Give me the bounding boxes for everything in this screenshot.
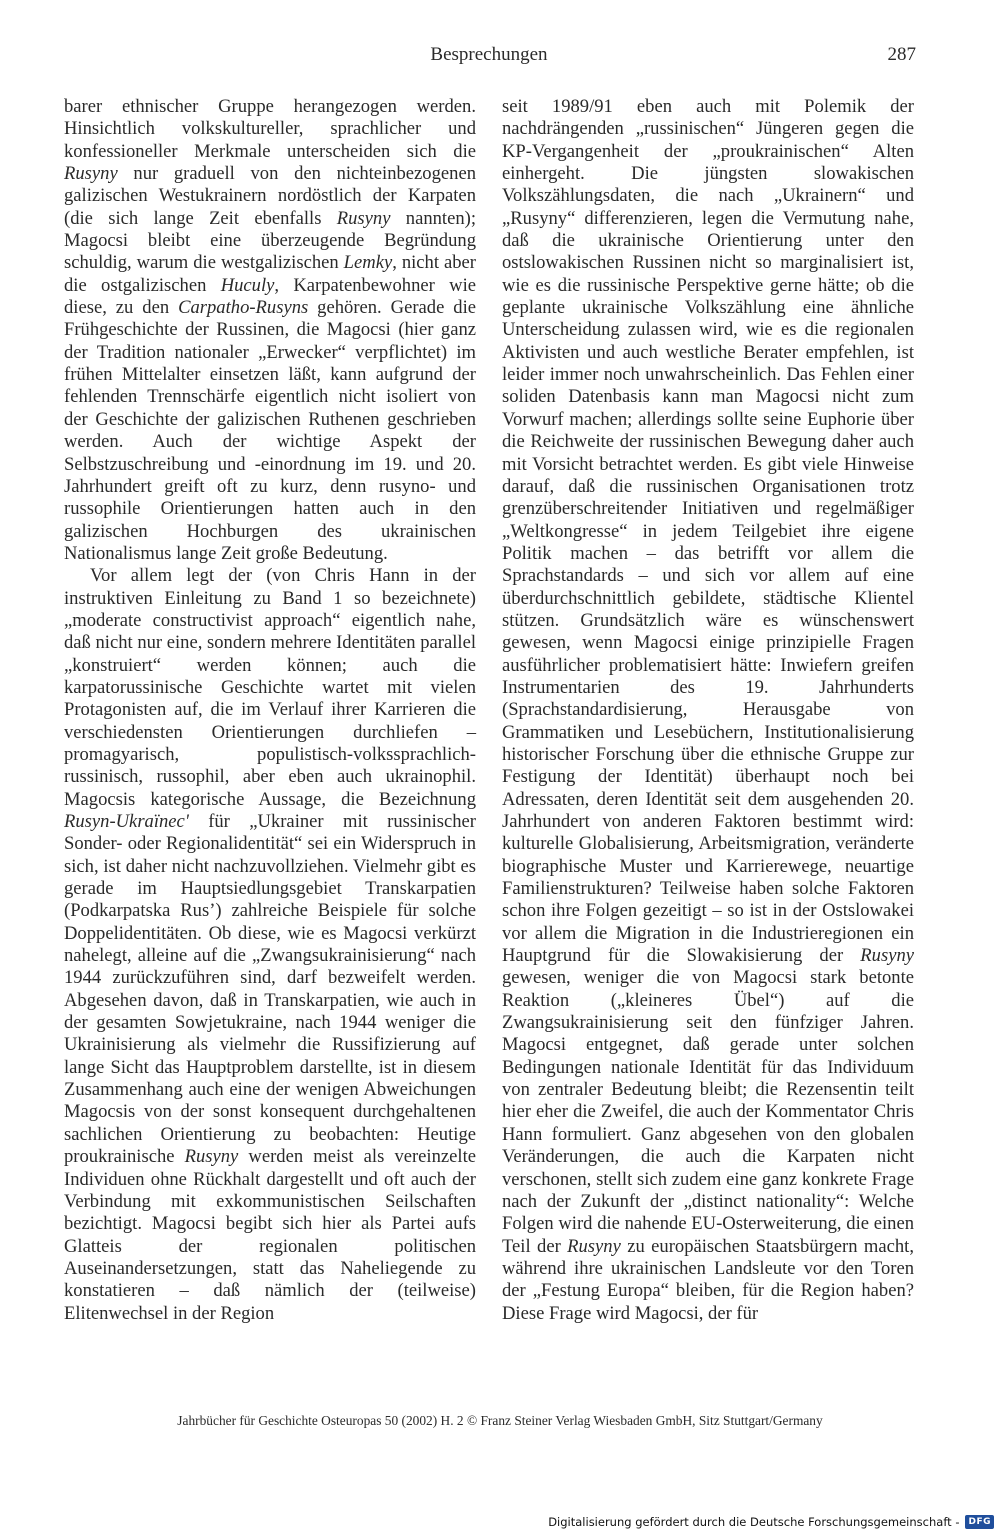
digitization-notice-text: Digitalisierung gefördert durch die Deutsche Forschungsgemeinschaft - xyxy=(548,1515,960,1529)
italic-term: Lemky xyxy=(343,252,393,274)
left-column xyxy=(64,96,476,1325)
italic-term: Rusyny xyxy=(64,163,118,185)
text-run: werden meist als vereinzelte Individuen ohne Rückhalt dargestellt und oft auch der Verbindung mit exkommunistischen Seilschaften bezichtigt. Magocsi begibt sich hier als Partei aufs Glatteis der regionalen politischen Auseinandersetzungen, statt das Naheliegende zu konstatieren – daß nämlich der (teilweise) Elitenwechsel in der Region xyxy=(64,1146,476,1324)
italic-term: Rusyny xyxy=(860,945,914,967)
text-run: , Karpatenbewohner wie diese, zu den xyxy=(64,274,476,319)
italic-term: Rusyny xyxy=(567,1235,621,1257)
text-run: nur graduell von den nichteinbezogenen galizischen Westukrainern nordöstlich der Karpaten (die sich lange Zeit ebenfalls xyxy=(64,163,476,229)
text-run: gehören. Gerade die Frühgeschichte der Russinen, die Magocsi (hier ganz der Tradition nationaler „Erwecker“ verpflichtet) im frühen Mittelalter einsetzen läßt, kann aufgrund der fehlenden Trennschärfe eigentlich nicht isoliert von der Geschichte der galizischen Ruthenen geschrieben werden. Auch der wichtige Aspekt der Selbstzuschreibung und -einordnung im 19. und 20. Jahrhundert greift oft zu kurz, denn rusyno- und russophile Orientierungen hatten auch in den galizischen Hochburgen des ukrainischen Nationalismus lange Zeit große Bedeutung. xyxy=(64,297,476,564)
page-number: 287 xyxy=(887,44,916,65)
text-run: für „Ukrainer mit russinischer Sonder- oder Regionalidentität“ sei ein Widerspruch in sich, ist daher nicht nachzuvollziehen. Vielmehr gibt es gerade im Hauptsiedlungsgebiet Transkarpatien (Podkarpatska Rus’) zahlreiche Beispiele für solche Doppelidentitäten. Ob diese, wie es Magocsi verkürzt nahelegt, alleine auf die „Zwangsukrainisierung“ nach 1944 zurückzuführen sind, darf bezweifelt werden. Abgesehen davon, daß in Transkarpatien, wie auch in der gesamten Sowjetukraine, nach 1944 weniger die Ukrainisierung als vielmehr die Russifizierung auf lange Sicht das Hauptproblem darstellte, ist in diesem Zusammenhang auch eine der wenigen Abweichungen Magocsis von der sonst konsequent durchgehaltenen sachlichen Orientierung zu beobachten: Heutige proukrainische xyxy=(64,811,476,1168)
right-column xyxy=(502,96,914,1325)
text-run: barer ethnischer Gruppe herangezogen werden. Hinsichtlich volkskultureller, sprachlicher und konfessioneller Merkmale unterscheiden sich die xyxy=(64,96,476,162)
italic-term: Rusyny xyxy=(336,207,391,229)
text-run: Vor allem legt der (von Chris Hann in der instruktiven Einleitung zu Band 1 so bezeichnete) „moderate constructivist approach“ eigentlich nahe, daß nicht nur eine, sondern mehrere Identitäten parallel „konstruiert“ werden können; auch die karpatorussinische Geschichte wartet mit vielen Protagonisten auf, die im Verlauf ihrer Karrieren die verschiedensten Orientierungen durchliefen – promagyarisch, populistisch-volkssprachlich-russinisch, russophil, aber eben auch ukrainophil. Magocsis kategorische Aussage, die Bezeichnung xyxy=(64,565,476,810)
dfg-logo-icon: DFG xyxy=(965,1515,994,1529)
italic-term: Huculy xyxy=(220,274,275,296)
journal-citation: Jahrbücher für Geschichte Osteuropas 50 (2002) H. 2 © Franz Steiner Verlag Wiesbaden GmbH, Sitz Stuttgart/Germany xyxy=(177,1413,823,1428)
italic-term: Rusyn-Ukraïnec' xyxy=(64,811,189,832)
text-run: seit 1989/91 eben auch mit Polemik der nachdrängenden „russinischen“ Jüngeren gegen die KP-Vergangenheit der „proukrainischen“ Alten einhergeht. Die jüngsten slowakischen Volkszählungsdaten, die nach „Ukrainern“ und „Rusyny“ differenzieren, legen die Vermutung nahe, daß die ukrainische Orientierung unter den ostslowakischen Russinen nicht so marginalisiert ist, wie es die russinische Perspektive gerne hätte; ob die geplante ukrainische Volkszählung eine ähnliche Unterscheidung zulassen wird, wie es die regionalen Aktivisten und auch westliche Berater empfehlen, ist leider immer noch unwahrscheinlich. Das Fehlen einer soliden Datenbasis kann man Magocsi nicht zum Vorwurf machen; allerdings sollte seine Euphorie über die Reichweite der russinischen Bewegung daher auch mit Vorsicht betrachtet werden. Es gibt viele Hinweise darauf, daß die russinischen Organisationen trotz grenzüberschreitender Initiativen und regelmäßiger „Weltkongresse“ in jedem Teilgebiet ihre eigene Politik machen – das betrifft vor allem die Sprachstandards – und sich vor allem auf eine überdurchschnittlich gebildete, städtische Klientel stützen. Grundsätzlich wäre es wünschenswert gewesen, wenn Magocsi einige prinzipielle Fragen ausführlicher problematisiert hätte: Inwiefern greifen Instrumentarien des 19. Jahrhunderts (Sprachstandardisierung, Herausgabe von Grammatiken und Lesebüchern, Institutionalisierung historischer Forschung über die ethnische Gruppe zur Festigung der Identität) überhaupt noch bei Adressaten, deren Identität seit dem ausgehenden 20. Jahrhundert von anderen Faktoren bestimmt wird: kulturelle Globalisierung, Arbeitsmigration, veränderte biographische Muster und Karrierewege, neuartige Familienstrukturen? Teilweise haben solche Faktoren schon ihre Folgen gezeitigt – so ist in der Ostslowakei vor allem die Migration in die Industrieregionen ein Hauptgrund für die Slowakisierung der xyxy=(502,96,914,967)
running-head: Besprechungen xyxy=(430,44,548,65)
paragraph xyxy=(64,96,476,565)
text-run: nannten); Magocsi bleibt eine überzeugende Begründung schuldig, warum die westgalizischen xyxy=(64,207,477,274)
text-run: gewesen, weniger die von Magocsi stark betonte Reaktion („kleineres Übel“) auf die Zwangsukrainisierung seit den fünfziger Jahren. Magocsi entgegnet, daß gerade unter solchen Bedingungen nationale Identität für das Individuum von zentraler Bedeutung bleibt; die Rezensentin teilt hier eher die Zweifel, die auch der Kommentator Chris Hann formuliert. Ganz abgesehen von den globalen Veränderungen, die auch die Karpaten nicht verschonen, stellt sich zudem eine ganz konkrete Frage nach der Zukunft der „distinct nationality“: Welche Folgen wird die nahende EU-Osterweiterung, die einen Teil der xyxy=(502,967,914,1257)
text-run: zu europäischen Staatsbürgern macht, während ihre ukrainischen Landsleute vor den Toren der „Festung Europa“ bleiben, für die Region haben? Diese Frage wird Magocsi, der für xyxy=(502,1235,915,1324)
text-run: , nicht aber die ostgalizischen xyxy=(64,252,476,296)
paragraph xyxy=(502,96,914,1325)
digitization-notice xyxy=(548,1513,994,1531)
italic-term: Rusyny xyxy=(184,1146,239,1168)
paragraph xyxy=(64,565,476,1325)
page-header xyxy=(62,44,916,72)
italic-term: Carpatho-Rusyns xyxy=(178,297,309,319)
